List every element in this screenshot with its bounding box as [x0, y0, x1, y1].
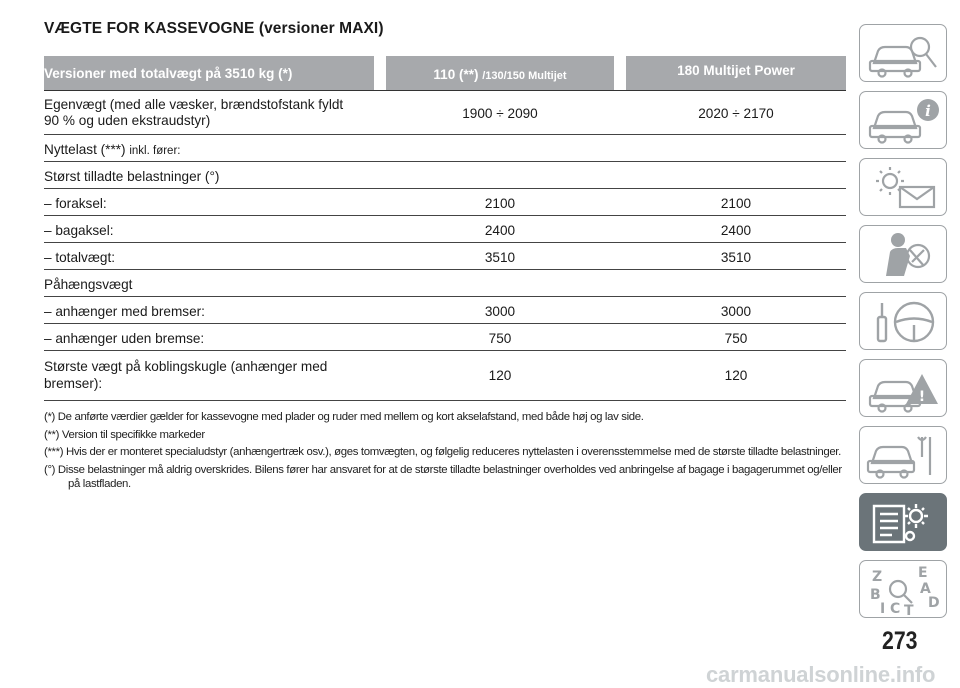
warning-light-icon[interactable]: [859, 158, 947, 216]
svg-text:i: i: [925, 102, 931, 120]
table-row: – anhænger med bremser: 3000 3000: [44, 297, 846, 324]
table-row: – bagaksel: 2400 2400: [44, 216, 846, 243]
table-row: Nyttelast (***) inkl. fører:: [44, 135, 846, 162]
index-letter-i: I: [880, 601, 886, 617]
table-row: Egenvægt (med alle væsker, brændstofstank fyldt 90 % og uden ekstraudstyr) 1900 ÷ 2090 2020 ÷ 2170: [44, 90, 846, 135]
table-row: Størst tilladte belastninger (°): [44, 162, 846, 189]
car-search-icon[interactable]: [859, 24, 947, 82]
table-row: – totalvægt: 3510 3510: [44, 243, 846, 270]
header-versions: Versioner med totalvægt på 3510 kg (*): [44, 56, 374, 90]
airbag-person-icon[interactable]: [859, 225, 947, 283]
index-letter-e: E: [918, 565, 928, 581]
steering-wheel-icon[interactable]: [859, 292, 947, 350]
footnotes: [44, 410, 844, 494]
table-header: [44, 56, 846, 90]
table-row: Største vægt på koblingskugle (anhænger med bremser): 120 120: [44, 351, 846, 401]
header-180-multijet: 180 Multijet Power: [626, 56, 846, 90]
watermark: carmanualsonline.info: [706, 662, 936, 687]
page-title: VÆGTE FOR KASSEVOGNE (versioner MAXI): [44, 20, 384, 37]
table-row: – anhænger uden bremse: 750 750: [44, 324, 846, 351]
technical-data-icon[interactable]: [859, 493, 947, 551]
table-row: Påhængsvægt: [44, 270, 846, 297]
car-info-icon[interactable]: [859, 91, 947, 149]
page-number: 273: [882, 627, 918, 655]
index-letter-c: C: [890, 601, 901, 617]
footnote-asterisk: (*) De anførte værdier gælder for kassevogne med plader og ruder med mellem og kort akselafstand, med både høj og lav side.: [44, 411, 644, 423]
index-letter-b: B: [870, 587, 881, 603]
footnote-triple-asterisk: (***) Hvis der er monteret specialudstyr (anhængertræk osv.), øges tomvægten, og følgelig reduceres nyttelasten i overensstemmelse med de største tilladte belastninger.: [44, 446, 841, 458]
index-letter-z: Z: [872, 569, 883, 585]
footnote-degree: (°) Disse belastninger må aldrig overskrides. Bilens fører har ansvaret for at de største tilladte belastninger overholdes ved anbringelse af bagage i bagagerummet og/eller på lastfladen.: [44, 463, 842, 490]
footnote-double-asterisk: (**) Version til specifikke markeder: [44, 428, 205, 441]
car-maintenance-icon[interactable]: [859, 426, 947, 484]
index-letter-t: T: [904, 603, 914, 619]
alphabetical-index-icon[interactable]: [859, 560, 947, 618]
table-row: – foraksel: 2100 2100: [44, 189, 846, 216]
index-letter-a: A: [920, 581, 931, 597]
index-letter-d: D: [928, 595, 940, 611]
svg-text:!: !: [918, 389, 926, 405]
car-breakdown-icon[interactable]: [859, 359, 947, 417]
weights-table: [44, 90, 846, 401]
header-110-multijet: 110 (**) /130/150 Multijet: [386, 56, 614, 90]
